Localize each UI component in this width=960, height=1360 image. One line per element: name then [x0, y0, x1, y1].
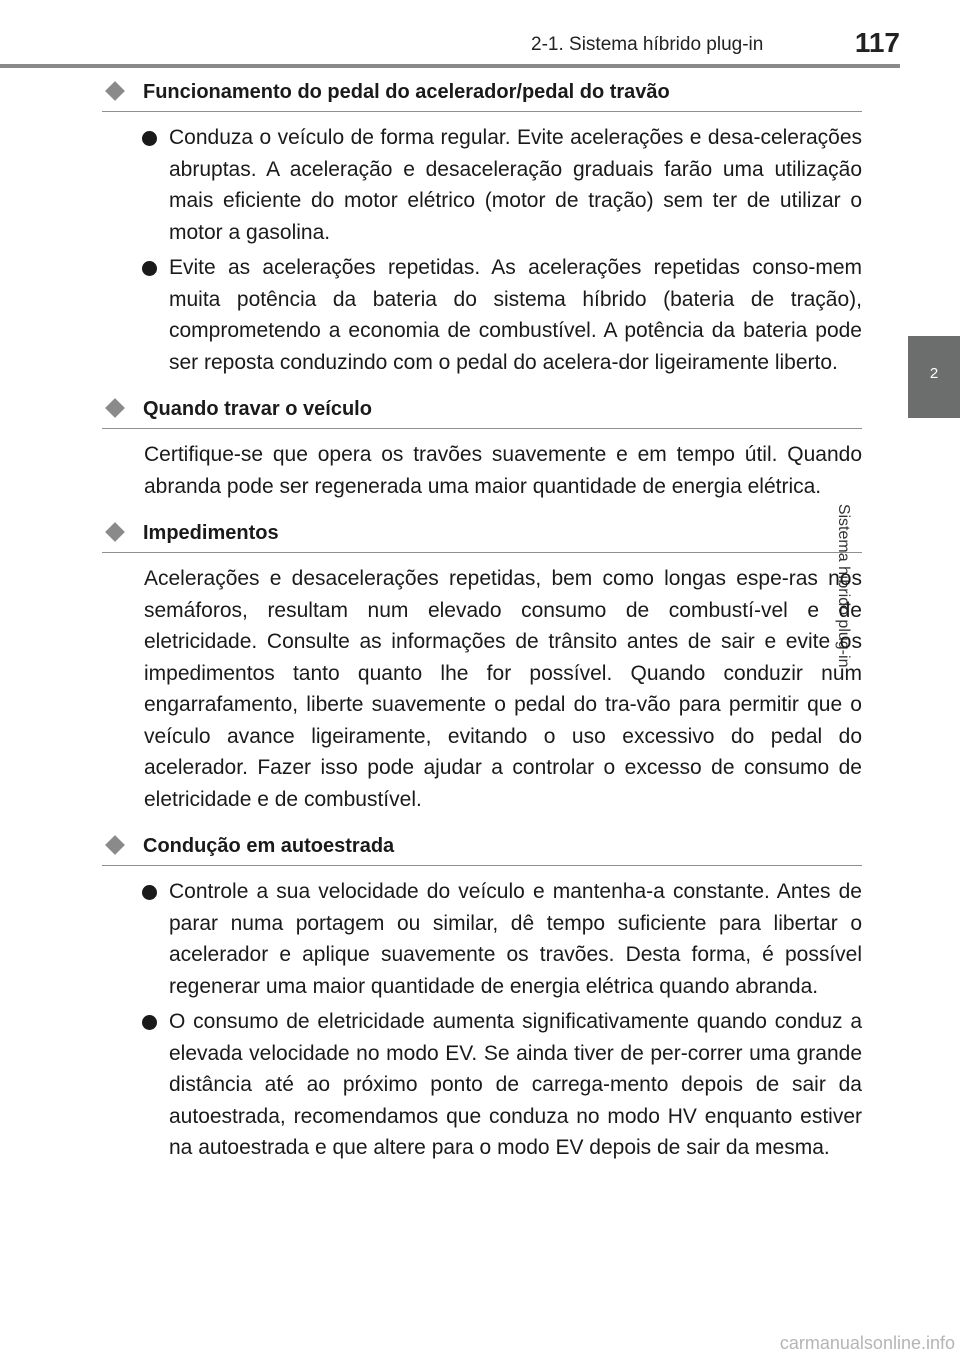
list-item-text: Controle a sua velocidade do veículo e mantenha-a constante. Antes de parar numa portagem ou similar, dê tempo suficiente para libertar o acelerador e aplique suavemente os travões. Desta forma, é possível regenerar uma maior quantidade de energia elétrica quando abranda.: [169, 880, 862, 998]
list-item: [102, 876, 862, 1002]
section-heading: [102, 829, 862, 866]
list-item-text: Conduza o veículo de forma regular. Evite acelerações e desa-celerações abruptas. A aceleração e desaceleração graduais farão uma utilização mais eficiente do motor elétrico (motor de tração) sem ter de utilizar o motor a gasolina.: [169, 126, 862, 244]
section-heading-text: Quando travar o veículo: [143, 398, 372, 420]
list-item-text: O consumo de eletricidade aumenta significativamente quando conduz a elevada velocidade no modo EV. Se ainda tiver de per-correr uma grande distância até ao próximo ponto de carrega-mento depois de sair da autoestrada, recomendamos que conduza no modo HV enquanto estiver na autoestrada e que altere para o modo EV depois de sair da mesma.: [169, 1010, 862, 1159]
section-delays: [102, 516, 862, 815]
list-item: [102, 122, 862, 248]
section-braking: [102, 392, 862, 502]
diamond-bullet-icon: [105, 835, 125, 855]
section-heading-text: Impedimentos: [143, 522, 279, 544]
list-item: [102, 252, 862, 378]
list-item-text: Evite as acelerações repetidas. As acelerações repetidas conso-mem muita potência da bateria do sistema híbrido (bateria de tração), comprometendo a economia de combustível. A potência da bateria pode ser reposta conduzindo com o pedal do acelera-dor ligeiramente liberto.: [169, 256, 862, 374]
chapter-side-label-text: Sistema híbrido plug-in: [835, 503, 853, 668]
page-content: [102, 75, 862, 1178]
section-heading-text: Condução em autoestrada: [143, 835, 395, 857]
section-heading: [102, 392, 862, 429]
header-section-title: 2-1. Sistema híbrido plug-in: [531, 34, 764, 55]
watermark: carmanualsonline.info: [779, 1333, 955, 1353]
header-divider: [0, 64, 900, 68]
section-paragraph: Acelerações e desacelerações repetidas, bem como longas espe-ras nos semáforos, resultam num elevado consumo de combustí-vel e de eletricidade. Consulte as informações de trânsito antes de sair e evite os impedimentos tanto quanto lhe for possível. Quando conduzir num engarrafamento, liberte suavemente o pedal do tra-vão para permitir que o veículo avance ligeiramente, evitando o uso excessivo do pedal do acelerador. Fazer isso pode ajudar a controlar o excesso de consumo de eletricidade e de combustível.: [144, 567, 862, 811]
diamond-bullet-icon: [105, 398, 125, 418]
circle-bullet-icon: [142, 131, 157, 146]
section-highway-driving: [102, 829, 862, 1164]
list-item: [102, 1006, 862, 1164]
circle-bullet-icon: [142, 885, 157, 900]
diamond-bullet-icon: [105, 522, 125, 542]
chapter-tab: 2: [908, 336, 960, 418]
section-heading: [102, 516, 862, 553]
section-heading: [102, 75, 862, 112]
circle-bullet-icon: [142, 1015, 157, 1030]
chapter-side-label: [835, 422, 960, 668]
page-number: 117: [854, 27, 900, 58]
section-paragraph: Certifique-se que opera os travões suavemente e em tempo útil. Quando abranda pode ser regenerada uma maior quantidade de energia elétrica.: [144, 443, 862, 498]
section-pedal-operation: [102, 75, 862, 378]
diamond-bullet-icon: [105, 81, 125, 101]
circle-bullet-icon: [142, 261, 157, 276]
section-heading-text: Funcionamento do pedal do acelerador/pedal do travão: [143, 81, 670, 103]
